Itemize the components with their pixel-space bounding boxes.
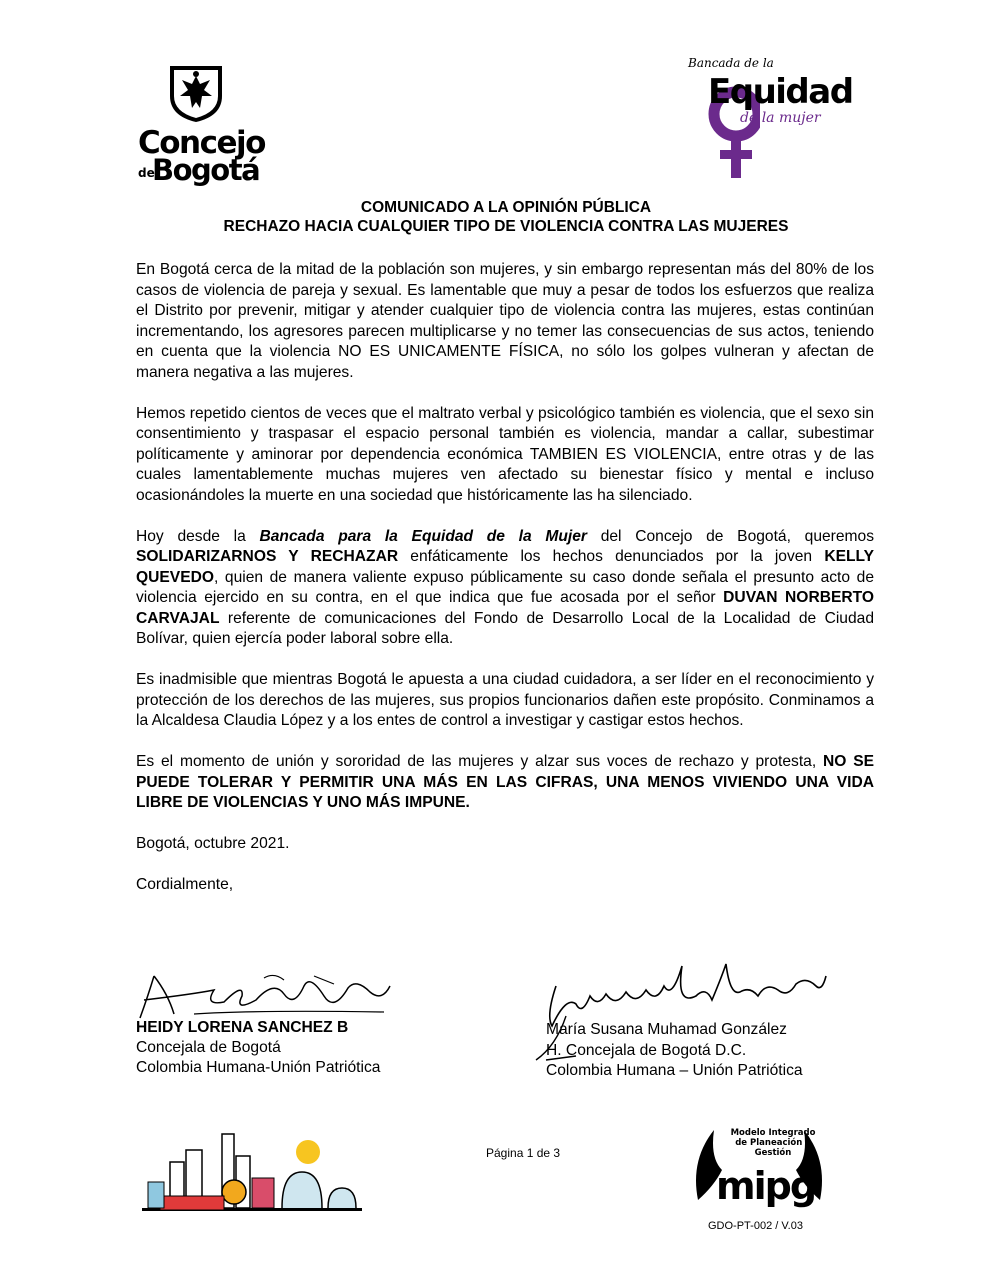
closing-line: Cordialmente, (136, 876, 234, 893)
signer-right-name: María Susana Muhamad González (546, 1021, 787, 1038)
signer-left-role: Concejala de Bogotá (136, 1039, 281, 1056)
date-line: Bogotá, octubre 2021. (136, 835, 290, 852)
signature-left-image (134, 966, 394, 1026)
accused-name: DUVAN NORBERTO CARVAJAL (136, 589, 874, 627)
signer-left-party: Colombia Humana-Unión Patriótica (136, 1059, 381, 1076)
mipg-logo (684, 1120, 834, 1220)
bancada-top-text: Bancada de la (688, 56, 774, 70)
bancada-name: Bancada para la Equidad de la Mujer (259, 527, 587, 545)
mipg-word: mipg (716, 1164, 816, 1208)
concejo-logo (136, 62, 265, 187)
signer-left-name: HEIDY LORENA SANCHEZ B (136, 1019, 349, 1036)
paragraph-4: Es inadmisible que mientras Bogotá le apuesta a una ciudad cuidadora, a ser líder en el reconocimiento y protección de los derechos de las mujeres, sus propios funcionarios dañen este propósito. Conminamos a la Alcaldesa Claudia López y a los entes de control a investigar y castigar estos hechos. (136, 671, 874, 729)
document-title (136, 198, 876, 236)
paragraph-3: Hoy desde la Bancada para la Equidad de la Mujer del Concejo de Bogotá, queremos SOLIDARIZARNOS Y RECHAZAR enfáticamente los hechos denunciados por la joven KELLY QUEVEDO, quien de manera valiente expuso públicamente su caso donde señala el presunto acto de violencia ejercido en su contra, en el que indica que fue acosada por el señor DUVAN NORBERTO CARVAJAL referente de comunicaciones del Fondo de Desarrollo Local de la Localidad de Ciudad Bolívar, quien ejercía poder laboral sobre ella. (136, 527, 874, 647)
bogota-skyline-illustration (142, 1132, 362, 1216)
victim-name: KELLY QUEVEDO (136, 548, 874, 586)
emphasis-statement: NO SE PUEDE TOLERAR Y PERMITIR UNA MÁS EN LAS CIFRAS, UNA MENOS VIVIENDO UNA VIDA LIBRE DE VIOLENCIAS Y UNO MÁS IMPUNE. (136, 753, 874, 811)
paragraph-5: Es el momento de unión y sororidad de las mujeres y alzar sus voces de rechazo y protesta, NO SE PUEDE TOLERAR Y PERMITIR UNA MÁS EN LAS CIFRAS, UNA MENOS VIVIENDO UNA VIDA LIBRE DE VIOLENCIAS Y UNO MÁS IMPUNE. (136, 753, 874, 811)
coat-of-arms-icon (166, 62, 226, 124)
bancada-equidad-logo (680, 52, 853, 180)
paragraph-2: Hemos repetido cientos de veces que el maltrato verbal y psicológico también es violencia, que el sexo sin consentimiento y traspasar el espacio personal también es violencia, mandar a callar, subestimar políticamente y aminorar por dependencia económica TAMBIEN ES VIOLENCIA, entre otras y de las cuales lamentablemente muchas mujeres ven afectado su bienestar físico y mental e incluso ocasionándoles la muerte en una sociedad que históricamente las ha silenciado. (136, 404, 874, 504)
concejo-bogota: Bogotá (152, 153, 260, 187)
signer-right-role: H. Concejala de Bogotá D.C. (546, 1041, 747, 1059)
title-line-2: RECHAZO HACIA CUALQUIER TIPO DE VIOLENCIA CONTRA LAS MUJERES (223, 218, 789, 235)
signature-block-right (546, 1020, 803, 1082)
bancada-main-text: Equidad (708, 72, 853, 112)
document-body (136, 260, 874, 916)
solidarity-phrase: SOLIDARIZARNOS Y RECHAZAR (136, 548, 399, 565)
mipg-text: Modelo Integrado de Planeación y Gestión (730, 1128, 816, 1158)
concejo-de: de (138, 166, 155, 180)
bancada-sub-text: de la mujer (740, 110, 821, 126)
paragraph-1: En Bogotá cerca de la mitad de la población son mujeres, y sin embargo representan más del 80% de los casos de violencia de pareja y sexual. Es lamentable que muy a pesar de todos los esfuerzos que realiza el Distrito por prevenir, mitigar y atender cualquier tipo de violencia contra las mujeres, estas continúan incrementando, los agresores parecen multiplicarse y no temer las consecuencias de sus actos, teniendo en cuenta que la violencia NO ES UNICAMENTE FÍSICA, no sólo los golpes vulneran y afectan de manera negativa a las mujeres. (136, 261, 874, 381)
page-number: Página 1 de 3 (486, 1146, 561, 1160)
signature-block-left (136, 1018, 380, 1078)
signer-right-party: Colombia Humana – Unión Patriótica (546, 1062, 803, 1079)
document-code: GDO-PT-002 / V.03 (708, 1220, 803, 1232)
concejo-word: Concejo (138, 125, 265, 161)
title-line-1: COMUNICADO A LA OPINIÓN PÚBLICA (360, 199, 652, 216)
